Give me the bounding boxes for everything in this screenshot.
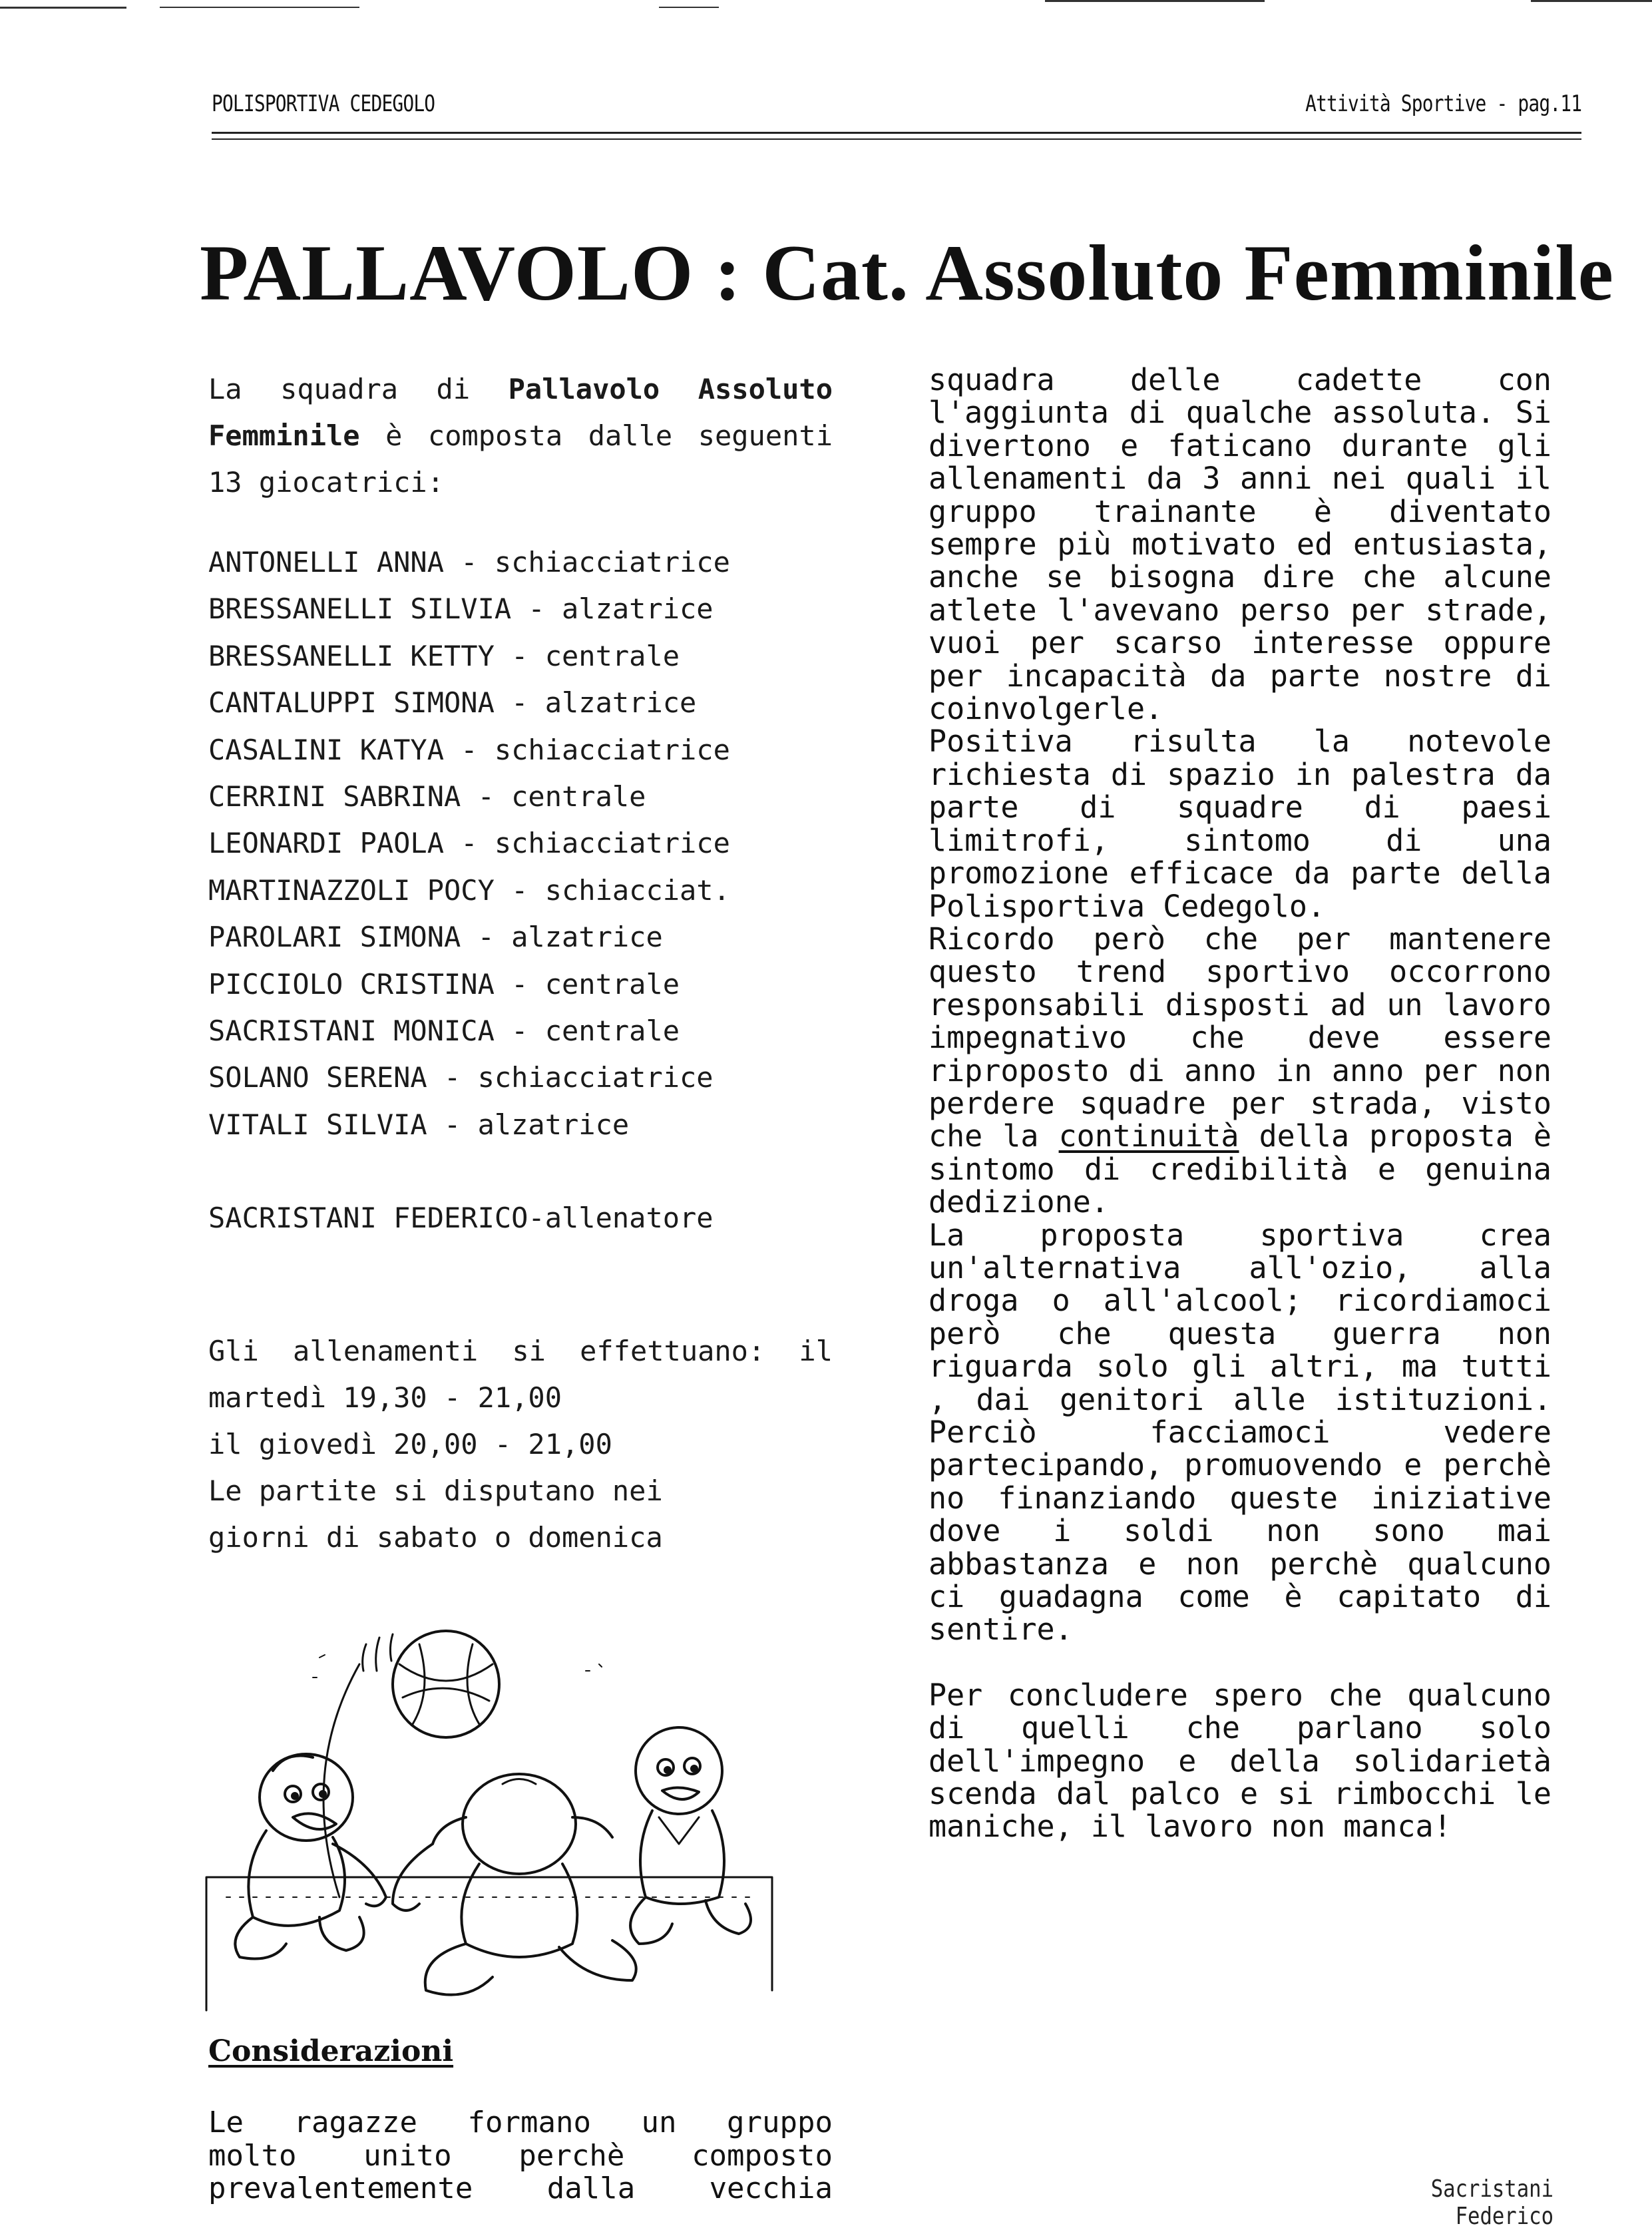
- list-item: CASALINI KATYA - schiacciatrice: [208, 733, 730, 766]
- schedule-line: Gli allenamenti si effettuano: il: [208, 1335, 833, 1368]
- intro-team-name: Pallavolo Assoluto Femminile: [208, 373, 833, 452]
- considerazioni-heading: Considerazioni: [208, 2034, 454, 2068]
- intro-text-1: La squadra di: [208, 373, 509, 405]
- paragraph-text: Ricordo però che per mantenere questo trend sportivo occorrono responsabili disposti ad un lavoro impegnativo che deve essere riproposto di anno in anno per non perdere squadre per strada, visto che la: [929, 921, 1551, 1154]
- closing-paragraph: Per concludere spero che qualcuno di quelli che parlano solo dell'impegno e della solidarietà scenda dal palco e si rimbocchi le maniche, il lavoro non manca!: [929, 1677, 1551, 1845]
- considerazioni-body: [208, 2106, 833, 2205]
- list-item: BRESSANELLI KETTY - centrale: [208, 639, 680, 672]
- list-item: MARTINAZZOLI POCY - schiacciat.: [208, 873, 730, 907]
- author-signature: Sacristani Federico: [1430, 2175, 1553, 2230]
- list-item: CERRINI SABRINA - centrale: [208, 780, 646, 813]
- team-intro: [208, 366, 833, 506]
- list-item: VITALI SILVIA - alzatrice: [208, 1108, 630, 1141]
- body-paragraph: Positiva risulta la notevole richiesta di spazio in palestra da parte di squadre di paesi limitrofi, sintomo di una promozione efficace da parte della Polisportiva Cedegolo.: [929, 724, 1551, 924]
- running-header: [212, 91, 1581, 130]
- considerazioni-line: molto unito perchè composto: [208, 2138, 833, 2173]
- left-column: [208, 366, 833, 1561]
- intro-text-2: è composta dalle seguenti 13 giocatrici:: [208, 419, 833, 499]
- schedule-line: giorni di sabato o domenica: [208, 1521, 663, 1554]
- list-item: PICCIOLO CRISTINA - centrale: [208, 967, 680, 1001]
- list-item: LEONARDI PAOLA - schiacciatrice: [208, 827, 730, 860]
- header-rule: [212, 132, 1581, 134]
- schedule-line: Le partite si disputano nei: [208, 1474, 663, 1508]
- underlined-word: continuità: [1058, 1118, 1239, 1154]
- coach-line: SACRISTANI FEDERICO-allenatore: [208, 1202, 714, 1235]
- paragraph-text: della proposta è sintomo di credibilità e genuina dedizione.: [929, 1118, 1551, 1220]
- list-item: PAROLARI SIMONA - alzatrice: [208, 921, 663, 954]
- body-paragraph: [929, 923, 1551, 1219]
- list-item: SACRISTANI MONICA - centrale: [208, 1014, 680, 1048]
- list-item: SOLANO SERENA - schiacciatrice: [208, 1061, 714, 1094]
- header-section-page: Attività Sportive - pag.11: [1305, 91, 1581, 117]
- body-paragraph: squadra delle cadette con l'aggiunta di qualche assoluta. Si divertono e faticano durante gli allenamenti da 3 anni nei quali il gruppo trainante è diventato sempre più motivato ed entusiasta, anche se bisogna dire che alcune atlete l'avevano perso per strade, vuoi per scarso interesse oppure per incapacità da parte nostre di coinvolgerle.: [929, 362, 1551, 727]
- list-item: ANTONELLI ANNA - schiacciatrice: [208, 546, 730, 578]
- player-roster: [208, 539, 833, 1148]
- schedule-line: il giovedì 20,00 - 21,00: [208, 1428, 612, 1461]
- list-item: BRESSANELLI SILVIA - alzatrice: [208, 592, 714, 626]
- right-column: [929, 363, 1551, 1843]
- volleyball-ducklings-cartoon-icon: [200, 1618, 785, 2017]
- considerazioni-line: Le ragazze formano un gruppo: [208, 2106, 833, 2139]
- training-schedule: [208, 1328, 833, 1561]
- list-item: CANTALUPPI SIMONA - alzatrice: [208, 686, 697, 720]
- header-rule-secondary: [212, 138, 1581, 140]
- header-organization: POLISPORTIVA CEDEGOLO: [212, 91, 435, 117]
- body-paragraph: La proposta sportiva crea un'alternativa all'ozio, alla droga o all'alcool; ricordiamoci però che questa guerra non riguarda solo gli altri, ma tutti , dai genitori alle istituzioni. Perciò facciamoci vedere partecipando, promuovendo e perchè no finanziando queste iniziative dove i soldi non sono mai abbastanza e non perchè qualcuno ci guadagna come è capitato di sentire.: [929, 1217, 1551, 1648]
- considerazioni-line: prevalentemente dalla vecchia: [208, 2171, 833, 2205]
- scan-artifacts: [0, 0, 1652, 20]
- schedule-line: martedì 19,30 - 21,00: [208, 1381, 562, 1415]
- page-title: PALLAVOLO : Cat. Assoluto Femminile: [200, 228, 1614, 317]
